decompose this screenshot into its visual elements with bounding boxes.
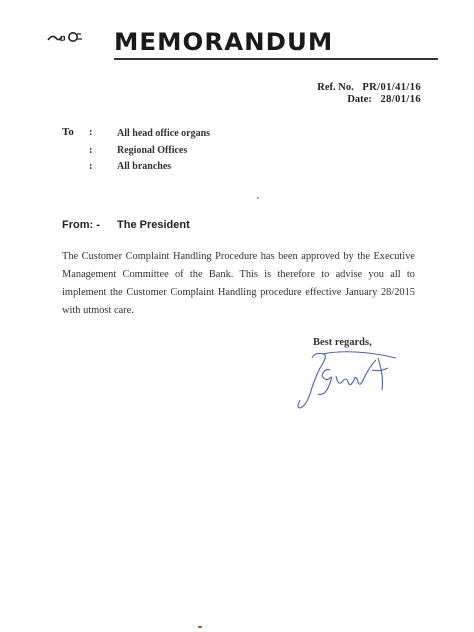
recipient: Regional Offices — [117, 145, 188, 156]
reference-block — [317, 82, 421, 106]
from-label: From: - — [62, 219, 100, 231]
date-value: 28/01/16 — [380, 94, 421, 105]
colon: : — [89, 127, 93, 138]
date-row — [317, 94, 421, 106]
speck — [198, 626, 202, 628]
header-divider — [114, 58, 438, 60]
svg-text:ዐ: ዐ — [60, 33, 66, 44]
closing: Best regards, — [313, 337, 372, 348]
ref-number-row — [317, 82, 421, 94]
date-label: Date: — [347, 94, 372, 105]
colon: : — [89, 145, 93, 156]
from-name: The President — [117, 219, 190, 231]
handwritten-signature — [294, 346, 406, 416]
recipient: All head office organs — [117, 128, 211, 139]
ref-value: PR/01/41/16 — [362, 82, 421, 93]
speck — [257, 197, 259, 199]
memo-body: The Customer Complaint Handling Procedure has been approved by the Executive Management Committee of the Bank. This is therefore to advise you all to implement the Customer Complaint Handling procedure effective January 28/2015 with utmost care. — [62, 251, 415, 316]
memo-title: MEMORANDUM — [114, 28, 334, 56]
ref-label: Ref. No. — [317, 82, 354, 93]
bank-logo-icon — [46, 26, 84, 48]
colon: : — [89, 161, 93, 172]
recipient: All branches — [117, 161, 172, 172]
to-label: To — [62, 126, 74, 138]
